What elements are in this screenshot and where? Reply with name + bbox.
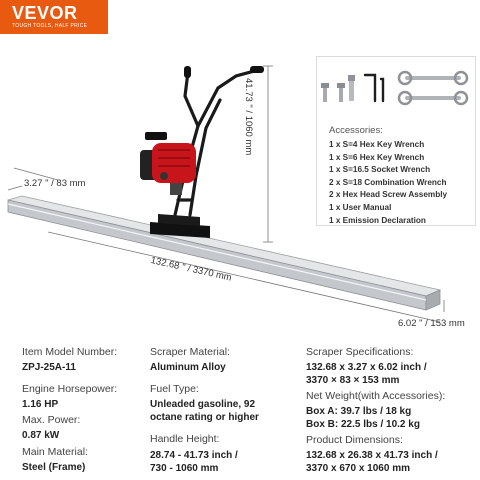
- dim-depth: 6.02 " / 153 mm: [398, 318, 465, 329]
- scraper-spec-label: Scraper Specifications:: [306, 346, 414, 358]
- product-dimensions-value-line2: 3370 x 670 x 1060 mm: [306, 463, 410, 474]
- main-material-value: Steel (Frame): [22, 462, 86, 473]
- dim-length: 132.68 " / 3370 mm: [149, 255, 233, 284]
- max-power-value: 0.87 kW: [22, 430, 60, 441]
- accessory-item: 1 x S=6 Hex Key Wrench: [329, 152, 425, 162]
- handle-height-value-line1: 28.74 - 41.73 inch /: [150, 450, 238, 461]
- fuel-type-value-line2: octane rating or higher: [150, 412, 259, 423]
- machine-base: [150, 214, 210, 238]
- accessory-tools-illustration: [317, 57, 475, 117]
- handle-height-value-line2: 730 - 1060 mm: [150, 463, 219, 474]
- accessories-title: Accessories:: [329, 125, 383, 136]
- horsepower-label: Engine Horsepower:: [22, 383, 118, 395]
- engine: [140, 132, 196, 195]
- fuel-type-label: Fuel Type:: [150, 383, 199, 395]
- product-dimensions-value-line1: 132.68 x 26.38 x 41.73 inch /: [306, 450, 438, 461]
- hex-head-screw-icon: [321, 83, 345, 102]
- main-material-label: Main Material:: [22, 446, 88, 458]
- dim-width: 3.27 " / 83 mm: [24, 178, 86, 189]
- horsepower-value: 1.16 HP: [22, 399, 59, 410]
- combination-wrench-icon: [399, 72, 467, 104]
- scraper-spec-value-line1: 132.68 x 3.27 x 6.02 inch /: [306, 362, 427, 373]
- model-label: Item Model Number:: [22, 346, 118, 358]
- logo-name: VEVOR: [12, 3, 78, 23]
- right-grip: [250, 66, 264, 73]
- logo-tagline: TOUGH TOOLS, HALF PRICE: [12, 23, 88, 29]
- accessory-item: 2 x S=18 Combination Wrench: [329, 177, 447, 187]
- left-grip: [184, 66, 191, 78]
- net-weight-box-a: Box A: 39.7 lbs / 18 kg: [306, 406, 412, 417]
- vevor-logo: [0, 0, 108, 34]
- scraper-material-label: Scraper Material:: [150, 346, 230, 358]
- dim-height: 41.73 " / 1060 mm: [243, 78, 254, 156]
- accessories-list: [329, 139, 447, 227]
- max-power-label: Max. Power:: [22, 414, 81, 426]
- net-weight-box-b: Box B: 22.5 lbs / 10.2 kg: [306, 419, 420, 430]
- model-value: ZPJ-25A-11: [22, 362, 76, 373]
- scraper-spec-value-line2: 3370 × 83 × 153 mm: [306, 375, 400, 386]
- accessory-item: 1 x User Manual: [329, 202, 392, 212]
- socket-wrench-icon: [348, 75, 355, 101]
- hex-key-icon: [365, 75, 383, 101]
- handle-height-label: Handle Height:: [150, 433, 220, 445]
- accessory-item: 1 x S=16.5 Socket Wrench: [329, 165, 431, 175]
- accessory-item: 1 x S=4 Hex Key Wrench: [329, 140, 425, 149]
- fuel-type-value-line1: Unleaded gasoline, 92: [150, 399, 256, 410]
- product-dimensions-label: Product Dimensions:: [306, 434, 403, 446]
- accessory-item: 1 x Emission Declaration: [329, 215, 426, 225]
- net-weight-label: Net Weight(with Accessories):: [306, 390, 446, 402]
- scraper-material-value: Aluminum Alloy: [150, 362, 226, 373]
- accessory-item: 2 x Hex Head Screw Assembly: [329, 190, 448, 200]
